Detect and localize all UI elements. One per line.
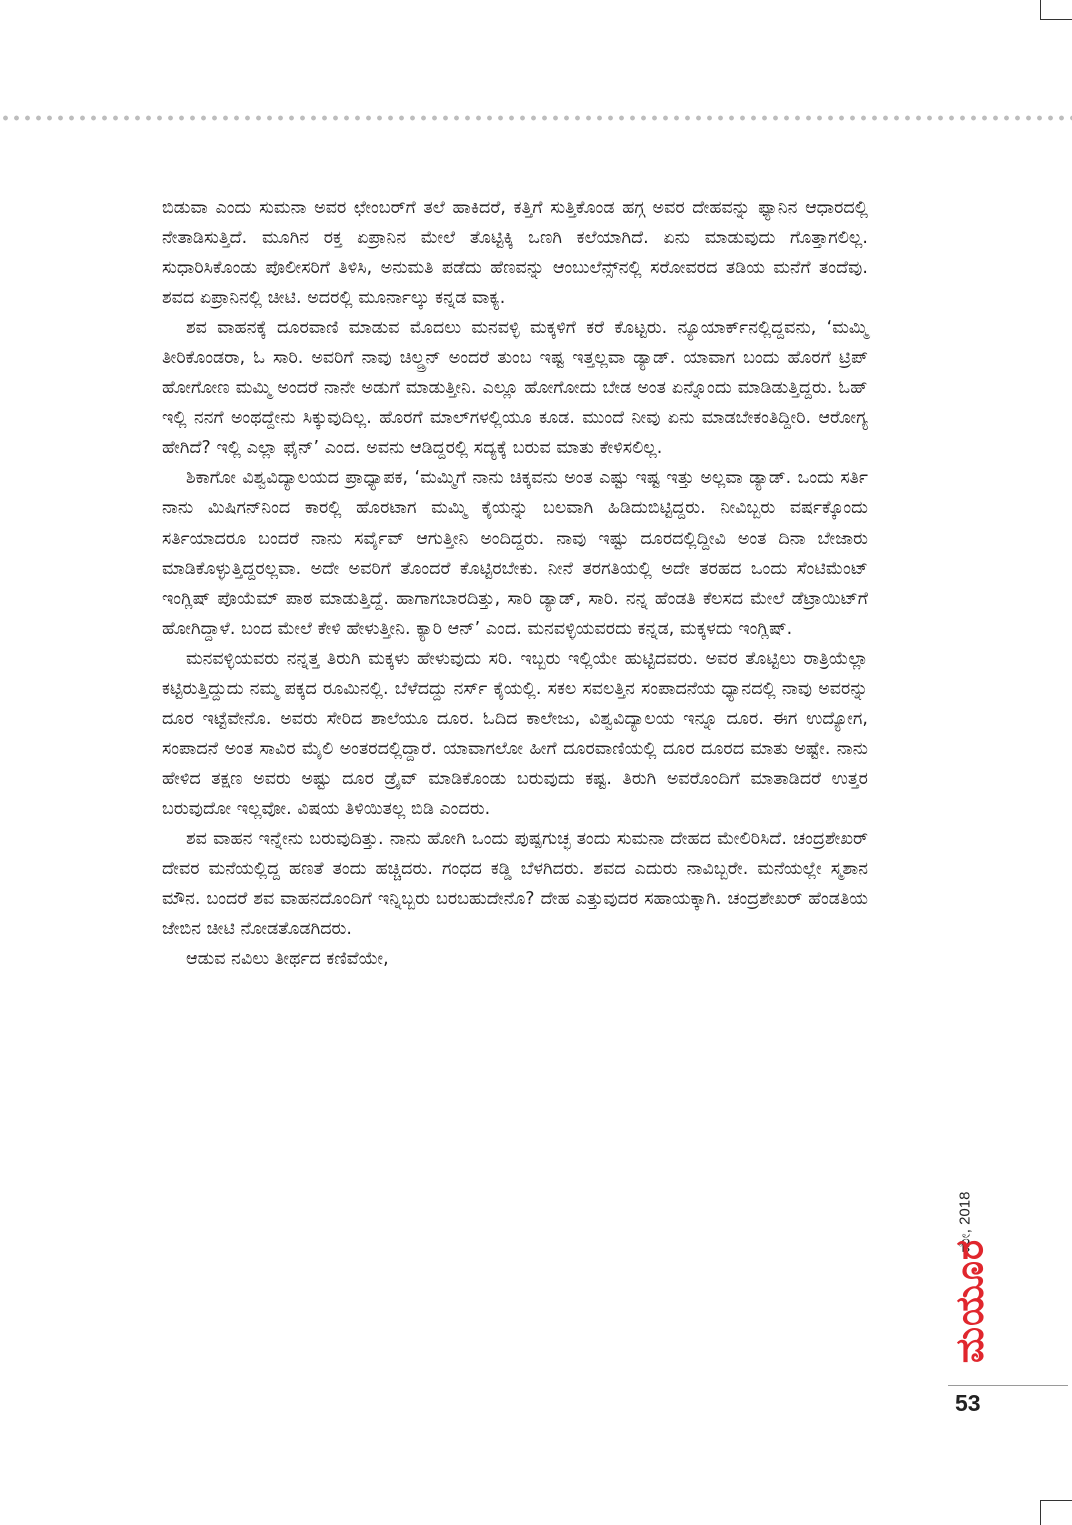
article-paragraph: ಬಿಡುವಾ ಎಂದು ಸುಮನಾ ಅವರ ಛೇಂಬರ್‌ಗೆ ತಲೆ ಹಾಕಿದರೆ, ಕತ್ತಿಗೆ ಸುತ್ತಿಕೊಂಡ ಹಗ್ಗ ಅವರ ದೇಹವನ್ನು ಫ್ಯಾನಿನ ಆಧಾರದಲ್ಲಿ ನೇತಾಡಿಸುತ್ತಿದೆ. ಮೂಗಿನ ರಕ್ತ ಏಪ್ರಾನಿನ ಮೇಲೆ ತೊಟ್ಟಿಕ್ಕಿ ಒಣಗಿ ಕಲೆಯಾಗಿದೆ. ಏನು ಮಾಡುವುದು ಗೊತ್ತಾಗಲಿಲ್ಲ. ಸುಧಾರಿಸಿಕೊಂಡು ಪೊಲೀಸರಿಗೆ ತಿಳಿಸಿ, ಅನುಮತಿ ಪಡೆದು ಹೆಣವನ್ನು ಆಂಬುಲೆನ್ಸ್‌ನಲ್ಲಿ ಸರೋವರದ ತಡಿಯ ಮನೆಗೆ ತಂದೆವು. ಶವದ ಏಪ್ರಾನಿನಲ್ಲಿ ಚೀಟಿ. ಅದರಲ್ಲಿ ಮೂರ್ನಾಲ್ಕು ಕನ್ನಡ ವಾಕ್ಯ. — [162, 198, 868, 309]
issue-date-container — [956, 1191, 974, 1253]
article-paragraph: ಶವ ವಾಹನ ಇನ್ನೇನು ಬರುವುದಿತ್ತು. ನಾನು ಹೋಗಿ ಒಂದು ಪುಷ್ಪಗುಚ್ಛ ತಂದು ಸುಮನಾ ದೇಹದ ಮೇಲಿರಿಸಿದೆ. ಚಂದ್ರಶೇಖರ್ ದೇವರ ಮನೆಯಲ್ಲಿದ್ದ ಹಣತೆ ತಂದು ಹಚ್ಚಿದರು. ಗಂಧದ ಕಡ್ಡಿ ಬೆಳಗಿದರು. ಶವದ ಎದುರು ನಾವಿಬ್ಬರೇ. ಮನೆಯಲ್ಲೇ ಸ್ಮಶಾನ ಮೌನ. ಬಂದರೆ ಶವ ವಾಹನದೊಂದಿಗೆ ಇನ್ನಿಬ್ಬರು ಬರಬಹುದೇನೊ? ದೇಹ ಎತ್ತುವುದರ ಸಹಾಯಕ್ಕಾಗಿ. ಚಂದ್ರಶೇಖರ್ ಹೆಂಡತಿಯ ಜೇಬಿನ ಚೀಟಿ ನೋಡತೊಡಗಿದರು. — [162, 828, 868, 940]
article-paragraph: ಆಡುವ ನವಿಲು ತೀರ್ಥದ ಕಣಿವೆಯೇ, — [186, 949, 389, 970]
page-number-rule — [948, 1385, 1068, 1386]
magazine-logo-container — [947, 1238, 992, 1364]
crop-mark-bottom — [1040, 1500, 1072, 1525]
dotted-header-rule — [0, 114, 1072, 122]
article-paragraph: ಮನವಳ್ಳಿಯವರು ನನ್ನತ್ತ ತಿರುಗಿ ಮಕ್ಕಳು ಹೇಳುವುದು ಸರಿ. ಇಬ್ಬರು ಇಲ್ಲಿಯೇ ಹುಟ್ಟಿದವರು. ಅವರ ತೊಟ್ಟಿಲು ರಾತ್ರಿಯೆಲ್ಲಾ ಕಟ್ಟಿರುತ್ತಿದ್ದುದು ನಮ್ಮ ಪಕ್ಕದ ರೂಮಿನಲ್ಲಿ. ಬೆಳೆದದ್ದು ನರ್ಸ್ ಕೈಯಲ್ಲಿ. ಸಕಲ ಸವಲತ್ತಿನ ಸಂಪಾದನೆಯ ಧ್ಯಾನದಲ್ಲಿ ನಾವು ಅವರನ್ನು ದೂರ ಇಟ್ಟೆವೇನೊ. ಅವರು ಸೇರಿದ ಶಾಲೆಯೂ ದೂರ. ಓದಿದ ಕಾಲೇಜು, ವಿಶ್ವವಿದ್ಯಾಲಯ ಇನ್ನೂ ದೂರ. ಈಗ ಉದ್ಯೋಗ, ಸಂಪಾದನೆ ಅಂತ ಸಾವಿರ ಮೈಲಿ ಅಂತರದಲ್ಲಿದ್ದಾರೆ. ಯಾವಾಗಲೋ ಹೀಗೆ ದೂರವಾಣಿಯಲ್ಲಿ ದೂರ ದೂರದ ಮಾತು ಅಷ್ಟೇ. ನಾನು ಹೇಳಿದ ತಕ್ಷಣ ಅವರು ಅಷ್ಟು ದೂರ ಡ್ರೈವ್ ಮಾಡಿಕೊಂಡು ಬರುವುದು ಕಷ್ಟ. ತಿರುಗಿ ಅವರೊಂದಿಗೆ ಮಾತಾಡಿದರೆ ಉತ್ತರ ಬರುವುದೋ ಇಲ್ಲವೋ. ವಿಷಯ ತಿಳಿಯಿತಲ್ಲ ಬಿಡಿ ಎಂದರು. — [162, 648, 868, 819]
article-body — [162, 193, 868, 974]
article-paragraph: ಶವ ವಾಹನಕ್ಕೆ ದೂರವಾಣಿ ಮಾಡುವ ಮೊದಲು ಮನವಳ್ಳಿ ಮಕ್ಕಳಿಗೆ ಕರೆ ಕೊಟ್ಟರು. ನ್ಯೂಯಾರ್ಕ್‌ನಲ್ಲಿದ್ದವನು, ‘ಮಮ್ಮಿ ತೀರಿಕೊಂಡರಾ, ಓ ಸಾರಿ. ಅವರಿಗೆ ನಾವು ಚಿಲ್ಡ್ರನ್ ಅಂದರೆ ತುಂಬ ಇಷ್ಟ ಇತ್ತಲ್ಲವಾ ಡ್ಯಾಡ್. ಯಾವಾಗ ಬಂದು ಹೊರಗೆ ಟ್ರಿಪ್ ಹೋಗೋಣ ಮಮ್ಮಿ ಅಂದರೆ ನಾನೇ ಅಡುಗೆ ಮಾಡುತ್ತೀನಿ. ಎಲ್ಲೂ ಹೋಗೋದು ಬೇಡ ಅಂತ ಏನ್ನೊಂದು ಮಾಡಿಡುತ್ತಿದ್ದರು. ಓಹ್ ಇಲ್ಲಿ ನನಗೆ ಅಂಥದ್ದೇನು ಸಿಕ್ಕುವುದಿಲ್ಲ. ಹೊರಗೆ ಮಾಲ್‌ಗಳಲ್ಲಿಯೂ ಕೂಡ. ಮುಂದೆ ನೀವು ಏನು ಮಾಡಬೇಕಂತಿದ್ದೀರಿ. ಆರೋಗ್ಯ ಹೇಗಿದೆ? ಇಲ್ಲಿ ಎಲ್ಲಾ ಫೈನ್’ ಎಂದ. ಅವನು ಆಡಿದ್ದರಲ್ಲಿ ಸದ್ಯಕ್ಕೆ ಬರುವ ಮಾತು ಕೇಳಿಸಲಿಲ್ಲ. — [162, 318, 868, 459]
magazine-logo: ಮಯೂರ — [947, 1238, 992, 1364]
issue-date: ಮೇ, 2018 — [956, 1191, 974, 1253]
page-number: 53 — [955, 1390, 981, 1416]
crop-mark-top — [1040, 0, 1072, 20]
article-paragraph: ಶಿಕಾಗೋ ವಿಶ್ವವಿದ್ಯಾಲಯದ ಪ್ರಾಧ್ಯಾಪಕ, ‘ಮಮ್ಮಿಗೆ ನಾನು ಚಿಕ್ಕವನು ಅಂತ ಎಷ್ಟು ಇಷ್ಟ ಇತ್ತು ಅಲ್ಲವಾ ಡ್ಯಾಡ್. ಒಂದು ಸರ್ತಿ ನಾನು ಮಿಷಿಗನ್‌ನಿಂದ ಕಾರಲ್ಲಿ ಹೊರಟಾಗ ಮಮ್ಮಿ ಕೈಯನ್ನು ಬಲವಾಗಿ ಹಿಡಿದುಬಿಟ್ಟಿದ್ದರು. ನೀವಿಬ್ಬರು ವರ್ಷಕ್ಕೊಂದು ಸರ್ತಿಯಾದರೂ ಬಂದರೆ ನಾನು ಸರ್ವೈವ್ ಆಗುತ್ತೀನಿ ಅಂದಿದ್ದರು. ನಾವು ಇಷ್ಟು ದೂರದಲ್ಲಿದ್ದೀವಿ ಅಂತ ದಿನಾ ಬೇಜಾರು ಮಾಡಿಕೊಳ್ಳುತ್ತಿದ್ದರಲ್ಲವಾ. ಅದೇ ಅವರಿಗೆ ತೊಂದರೆ ಕೊಟ್ಟಿರಬೇಕು. ನೀನೆ ತರಗತಿಯಲ್ಲಿ ಅದೇ ತರಹದ ಒಂದು ಸೆಂಟಿಮೆಂಟ್ ಇಂಗ್ಲಿಷ್ ಪೊಯೆಮ್ ಪಾಠ ಮಾಡುತ್ತಿದ್ದೆ. ಹಾಗಾಗಬಾರದಿತ್ತು, ಸಾರಿ ಡ್ಯಾಡ್, ಸಾರಿ. ನನ್ನ ಹೆಂಡತಿ ಕೆಲಸದ ಮೇಲೆ ಡೆಟ್ರಾಯಿಟ್‌ಗೆ ಹೋಗಿದ್ದಾಳೆ. ಬಂದ ಮೇಲೆ ಕೇಳಿ ಹೇಳುತ್ತೀನಿ. ಕ್ಯಾರಿ ಆನ್’ ಎಂದ. ಮನವಳ್ಳಿಯವರದು ಕನ್ನಡ, ಮಕ್ಕಳದು ಇಂಗ್ಲಿಷ್. — [162, 468, 868, 639]
